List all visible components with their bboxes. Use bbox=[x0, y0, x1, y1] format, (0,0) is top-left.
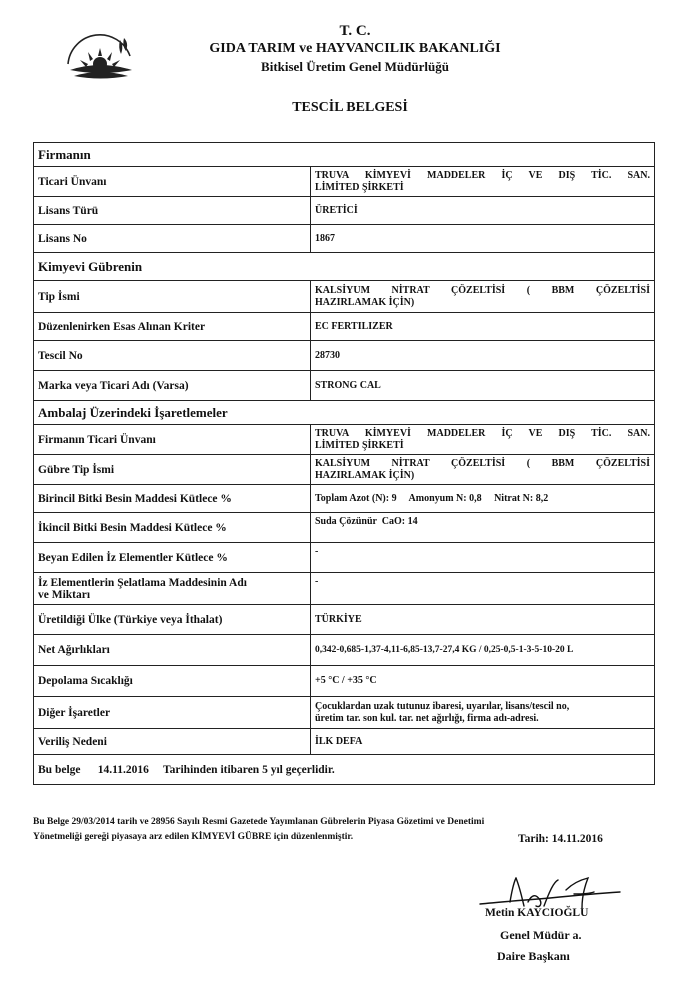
section-row-ambalaj bbox=[34, 401, 655, 425]
header-ministry: GIDA TARIM ve HAYVANCILIK BAKANLIĞI bbox=[209, 41, 501, 56]
ministry-logo bbox=[60, 26, 140, 96]
section-ambalaj: Ambalaj Üzerindeki İşaretlemeler bbox=[34, 401, 655, 425]
table-row bbox=[34, 425, 655, 455]
value-selatlama: - bbox=[311, 573, 655, 605]
table-row bbox=[34, 341, 655, 371]
table-row bbox=[34, 543, 655, 573]
label-depolama: Depolama Sıcaklığı bbox=[34, 666, 311, 697]
legal-note-line1: Bu Belge 29/03/2014 tarih ve 28956 Sayılı Resmi Gazetede Yayımlanan Gübrelerin Piyasa Gözetimi ve Denetimi bbox=[33, 817, 485, 827]
value-birincil: Toplam Azot (N): 9 Amonyum N: 0,8 Nitrat N: 8,2 bbox=[311, 485, 655, 513]
value-diger: Çocuklardan uzak tutunuz ibaresi, uyarılar, lisans/tescil no, üretim tar. son kul. tar. net ağırlığı, firma adı-adresi. bbox=[311, 697, 655, 729]
value-lisans-no: 1867 bbox=[311, 225, 655, 253]
label-birincil: Birincil Bitki Besin Maddesi Kütlece % bbox=[34, 485, 311, 513]
issue-date: Tarih: 14.11.2016 bbox=[518, 833, 603, 845]
table-row bbox=[34, 313, 655, 341]
table-row bbox=[34, 225, 655, 253]
label-lisans-no: Lisans No bbox=[34, 225, 311, 253]
table-row bbox=[34, 697, 655, 729]
legal-note-line2: Yönetmeliği gereği piyasaya arz edilen KİMYEVİ GÜBRE için düzenlenmiştir. bbox=[33, 832, 354, 842]
table-row bbox=[34, 371, 655, 401]
label-ticari-unvan: Ticari Ünvanı bbox=[34, 167, 311, 197]
value-net: 0,342-0,685-1,37-4,11-6,85-13,7-27,4 KG / 0,25-0,5-1-3-5-10-20 L bbox=[311, 635, 655, 666]
label-verilis: Veriliş Nedeni bbox=[34, 729, 311, 755]
table-row bbox=[34, 605, 655, 635]
validity-row bbox=[34, 755, 655, 785]
table-row bbox=[34, 167, 655, 197]
table-row bbox=[34, 513, 655, 543]
value-tip-ismi: KALSİYUM NİTRAT ÇÖZELTİSİ ( BBM ÇÖZELTİSİ HAZIRLAMAK İÇİN) bbox=[311, 281, 655, 313]
table-row bbox=[34, 666, 655, 697]
label-selatlama: İz Elementlerin Şelatlama Maddesinin Adı ve Miktarı bbox=[34, 573, 311, 605]
section-firma: Firmanın bbox=[34, 143, 655, 167]
header-tc: T. C. bbox=[339, 23, 371, 39]
table-row bbox=[34, 573, 655, 605]
value-lisans-turu: ÜRETİCİ bbox=[311, 197, 655, 225]
table-row bbox=[34, 485, 655, 513]
value-ticari-unvan: TRUVA KİMYEVİ MADDELER İÇ VE DIŞ TİC. SAN. LİMİTED ŞİRKETİ bbox=[311, 167, 655, 197]
table-row bbox=[34, 455, 655, 485]
label-iz-element: Beyan Edilen İz Elementler Kütlece % bbox=[34, 543, 311, 573]
document-title: TESCİL BELGESİ bbox=[292, 100, 408, 115]
value-firma-ticari-unvan: TRUVA KİMYEVİ MADDELER İÇ VE DIŞ TİC. SAN. LİMİTED ŞİRKETİ bbox=[311, 425, 655, 455]
table-row bbox=[34, 197, 655, 225]
label-gubre-tip-ismi: Gübre Tip İsmi bbox=[34, 455, 311, 485]
value-tescil-no: 28730 bbox=[311, 341, 655, 371]
label-ikincil: İkincil Bitki Besin Maddesi Kütlece % bbox=[34, 513, 311, 543]
value-depolama: +5 °C / +35 °C bbox=[311, 666, 655, 697]
value-kriter: EC FERTILIZER bbox=[311, 313, 655, 341]
label-tescil-no: Tescil No bbox=[34, 341, 311, 371]
signer-department: Daire Başkanı bbox=[497, 949, 570, 963]
header-directorate: Bitkisel Üretim Genel Müdürlüğü bbox=[261, 59, 449, 74]
value-verilis: İLK DEFA bbox=[311, 729, 655, 755]
section-row-firma bbox=[34, 143, 655, 167]
table-row bbox=[34, 281, 655, 313]
label-firma-ticari-unvan: Firmanın Ticari Ünvanı bbox=[34, 425, 311, 455]
table-row bbox=[34, 729, 655, 755]
value-ikincil: Suda Çözünür CaO: 14 bbox=[311, 513, 655, 543]
table-row bbox=[34, 635, 655, 666]
label-diger: Diğer İşaretler bbox=[34, 697, 311, 729]
label-ulke: Üretildiği Ülke (Türkiye veya İthalat) bbox=[34, 605, 311, 635]
value-marka: STRONG CAL bbox=[311, 371, 655, 401]
label-kriter: Düzenlenirken Esas Alınan Kriter bbox=[34, 313, 311, 341]
label-net: Net Ağırlıkları bbox=[34, 635, 311, 666]
certificate-table bbox=[33, 142, 655, 785]
signer-name: Metin KAYCIOĞLU bbox=[485, 907, 589, 919]
label-lisans-turu: Lisans Türü bbox=[34, 197, 311, 225]
signer-title: Genel Müdür a. bbox=[500, 928, 582, 942]
value-ulke: TÜRKİYE bbox=[311, 605, 655, 635]
label-marka: Marka veya Ticari Adı (Varsa) bbox=[34, 371, 311, 401]
ministry-header bbox=[150, 22, 560, 76]
value-iz-element: - bbox=[311, 543, 655, 573]
validity-text: Bu belge 14.11.2016 Tarihinden itibaren 5 yıl geçerlidir. bbox=[34, 755, 655, 785]
section-row-kimyevi bbox=[34, 253, 655, 281]
label-tip-ismi: Tip İsmi bbox=[34, 281, 311, 313]
value-gubre-tip-ismi: KALSİYUM NİTRAT ÇÖZELTİSİ ( BBM ÇÖZELTİSİ HAZIRLAMAK İÇİN) bbox=[311, 455, 655, 485]
legal-note bbox=[33, 815, 493, 845]
section-kimyevi: Kimyevi Gübrenin bbox=[34, 253, 655, 281]
